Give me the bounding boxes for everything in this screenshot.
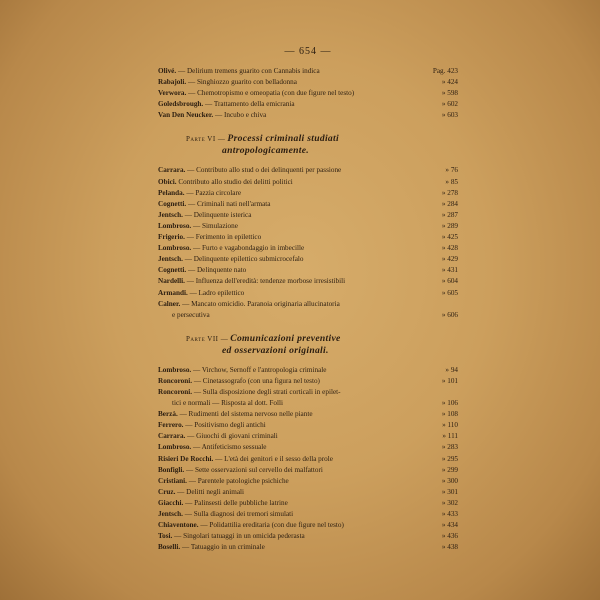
entry-title: — Ladro epilettico: [187, 288, 245, 297]
entry-text: [158, 265, 426, 276]
entry-text: [158, 243, 426, 254]
entry-page: » 94: [445, 365, 458, 374]
entry-title: — Mancato omicidio. Paranoia originaria allucinatoria: [180, 299, 340, 308]
entry-text: [158, 77, 426, 88]
entry-title: — Positivismo degli antichi: [183, 421, 266, 430]
section-title: Comunicazioni preventive: [230, 332, 341, 344]
entry-page: » 301: [441, 487, 458, 496]
entry-title: — Singolari tatuaggi in un omicida pederasta: [172, 532, 305, 541]
entry-group-1: [158, 66, 458, 121]
entry-page: » 605: [441, 288, 458, 297]
entry-text: [158, 531, 426, 542]
index-entry: [158, 66, 458, 77]
entry-author: Pelanda.: [158, 188, 185, 197]
index-entry: [158, 442, 458, 453]
entry-title: — Criminali nati nell'armata: [186, 199, 271, 208]
entry-page: » 433: [441, 510, 458, 518]
entry-title: — Delinquente epilettico submicrocefalo: [182, 255, 304, 264]
entry-title: — Delirium tremens guarito con Cannabis indica: [176, 67, 320, 75]
entry-title: — Singhiozzo guarito con belladonna: [186, 78, 297, 87]
entry-page: » 283: [441, 443, 458, 452]
index-entry: [158, 88, 458, 99]
entry-text: [158, 476, 426, 487]
index-entry: [158, 365, 458, 376]
index-entry: [158, 465, 458, 476]
entry-text: [158, 199, 426, 210]
index-entry: [158, 431, 458, 442]
entry-author: Nardelli.: [158, 277, 185, 286]
entry-page: » 289: [441, 221, 458, 230]
entry-text: [158, 288, 426, 299]
index-entry: [158, 99, 458, 110]
entry-title: — Sulla diagnosi dei tremori simulati: [182, 510, 294, 518]
entry-author: Cognetti.: [158, 199, 187, 208]
section-title-line2: antropologicamente.: [222, 145, 309, 157]
index-entry: [158, 299, 458, 310]
index-entry: [158, 243, 458, 254]
entry-title: — Contributo allo stud o dei delinquenti per passione: [185, 166, 342, 175]
entry-text: [158, 254, 426, 265]
index-entry: [158, 199, 458, 210]
entry-text: [158, 88, 426, 99]
entry-page: [426, 299, 458, 310]
index-entry: [158, 398, 458, 409]
entry-author: Rabajoli.: [158, 78, 187, 87]
entry-group-2: [158, 165, 458, 320]
entry-text: [158, 487, 426, 498]
entry-author: Obici.: [158, 177, 177, 186]
entry-page: » 598: [441, 89, 458, 98]
entry-author: Armandi.: [158, 288, 188, 297]
entry-page: » 604: [441, 277, 458, 286]
entry-text: [158, 454, 426, 465]
entry-text: [158, 66, 426, 77]
entry-title: — Incubo e chiva: [213, 111, 267, 120]
entry-title: Contributo allo studio dei delitti politici: [176, 177, 293, 186]
entry-text: [158, 210, 426, 221]
entry-text: [158, 299, 426, 310]
entry-text: [158, 99, 426, 110]
index-entry: [158, 387, 458, 398]
entry-title: — Palinsesti delle pubbliche latrine: [183, 498, 288, 507]
entry-title: — Simulazione: [191, 221, 238, 230]
entry-title: — Tatuaggio in un criminale: [180, 543, 265, 552]
entry-title: — Chemotropismo e omeopatia (con due figure nel testo): [186, 89, 355, 98]
index-entry: [158, 265, 458, 276]
entry-text: [158, 165, 426, 176]
entry-title: — Delinquente isterica: [182, 210, 252, 219]
entry-text: [158, 110, 426, 121]
entry-author: Tosi.: [158, 532, 173, 541]
entry-author: Van Den Neucker.: [158, 111, 214, 120]
entry-page: » 108: [441, 410, 458, 419]
entry-title: tici e normali — Risposta al dott. Folli: [172, 399, 283, 408]
entry-author: Roncoroni.: [158, 376, 193, 385]
entry-title: — Pazzia circolare: [184, 188, 242, 197]
entry-page: » 101: [441, 376, 458, 385]
entry-author: Ferrero.: [158, 421, 184, 430]
entry-title: — Sette osservazioni sul cervello dei malfattori: [184, 465, 323, 474]
index-entry: [158, 232, 458, 243]
entry-title: e persecutiva: [172, 310, 210, 319]
entry-author: Lombroso.: [158, 365, 192, 374]
entry-page: Pag. 423: [432, 67, 458, 75]
index-entry: [158, 476, 458, 487]
entry-page: » 111: [442, 432, 458, 441]
entry-page: » 300: [441, 476, 458, 485]
entry-page: » 299: [441, 465, 458, 474]
entry-page: » 85: [445, 177, 458, 186]
entry-author: Jentsch.: [158, 255, 183, 264]
entry-page: » 425: [441, 233, 458, 242]
entry-page: » 106: [441, 399, 458, 408]
index-entry: [158, 210, 458, 221]
entry-author: Lombroso.: [158, 443, 192, 452]
entry-author: Berzà.: [158, 410, 178, 419]
entry-text: [158, 420, 426, 431]
entry-text: [158, 177, 426, 188]
entry-text: [158, 365, 426, 376]
section-heading-7: [186, 333, 458, 357]
entry-author: Cruz.: [158, 487, 176, 496]
entry-author: Roncoroni.: [158, 387, 193, 396]
entry-text: [158, 431, 426, 442]
index-entry: [158, 542, 458, 553]
entry-page: » 434: [441, 521, 458, 530]
entry-author: Lombroso.: [158, 221, 192, 230]
entry-title: — Furto e vagabondaggio in imbecille: [191, 244, 305, 253]
entry-author: Jentsch.: [158, 210, 183, 219]
entry-text: [158, 542, 426, 553]
section-title: Processi criminali studiati: [227, 133, 339, 145]
page-number: — 654 —: [284, 46, 332, 57]
entry-text: [158, 442, 426, 453]
index-entry: [158, 276, 458, 287]
entry-page: » 602: [441, 100, 458, 109]
entry-text: [158, 387, 426, 398]
entry-author: Risieri De Rocchi.: [158, 454, 214, 463]
index-entry: [158, 520, 458, 531]
index-entry: [158, 188, 458, 199]
entry-author: Bonfigli.: [158, 465, 185, 474]
entry-page: » 603: [441, 111, 458, 120]
index-entry: [158, 509, 458, 520]
index-entry: [158, 221, 458, 232]
index-entry: [158, 409, 458, 420]
index-entry: [158, 288, 458, 299]
entry-text: [172, 398, 426, 409]
entry-text: [158, 276, 426, 287]
entry-text: [158, 465, 426, 476]
entry-page: » 278: [441, 188, 458, 197]
index-entry: [158, 77, 458, 88]
entry-text: [158, 498, 426, 509]
entry-text: [158, 509, 426, 520]
entry-page: » 429: [441, 255, 458, 264]
index-page: [158, 46, 458, 553]
entry-author: Goledsbrough.: [158, 100, 204, 109]
entry-page: » 438: [441, 543, 458, 552]
entry-title: — Influenza dell'eredità: tendenze morbose irresistibili: [184, 277, 346, 286]
entry-page: » 302: [441, 498, 458, 507]
entry-title: — Parentele patologiche psichiche: [186, 476, 289, 485]
index-entry: [158, 420, 458, 431]
entry-page: » 424: [441, 78, 458, 87]
entry-page: » 295: [441, 454, 458, 463]
entry-title: — Polidattilia ereditaria (con due figure nel testo): [198, 521, 344, 530]
entry-author: Carrara.: [158, 166, 186, 175]
entry-author: Frigerio.: [158, 233, 185, 242]
entry-author: Cognetti.: [158, 266, 187, 275]
index-entry: [158, 531, 458, 542]
index-entry: [158, 498, 458, 509]
entry-author: Giacchi.: [158, 498, 184, 507]
entry-author: Verwora.: [158, 89, 187, 98]
entry-group-3: [158, 365, 458, 554]
entry-text: [172, 310, 426, 321]
entry-page: » 428: [441, 244, 458, 253]
entry-title: — Sulla disposizione degli strati corticali in epilet-: [192, 387, 341, 396]
section-part-label: Parte VII —: [186, 334, 229, 343]
entry-author: Cristiani.: [158, 476, 187, 485]
entry-author: Boselli.: [158, 543, 181, 552]
entry-page: » 110: [442, 421, 458, 430]
entry-page: » 76: [445, 166, 458, 175]
entry-page: » 284: [441, 199, 458, 208]
index-entry: [158, 165, 458, 176]
section-heading-6: [186, 133, 458, 157]
section-part-label: Parte VI —: [186, 135, 226, 144]
index-entry: [158, 110, 458, 121]
entry-author: Lombroso.: [158, 244, 192, 253]
section-title-line2: ed osservazioni originali.: [222, 344, 329, 356]
index-entry: [158, 254, 458, 265]
index-entry: [158, 376, 458, 387]
index-entry: [158, 177, 458, 188]
entry-page: » 436: [441, 532, 458, 541]
entry-page: » 431: [441, 266, 458, 275]
entry-title: — Delinquente nato: [186, 266, 247, 275]
entry-title: — Cinetassografo (con una figura nel testo): [192, 376, 320, 385]
index-entry: [158, 454, 458, 465]
entry-title: — Rudimenti del sistema nervoso nelle piante: [177, 410, 313, 419]
entry-author: Calner.: [158, 299, 181, 308]
entry-title: — L'età dei genitori e il sesso della prole: [213, 454, 333, 463]
entry-title: — Delitti negli animali: [175, 487, 245, 496]
entry-page: [426, 387, 458, 398]
entry-title: — Trattamento della emicrania: [203, 100, 295, 109]
entry-author: Carrara.: [158, 432, 186, 441]
index-entry: [158, 310, 458, 321]
entry-author: Olivé.: [158, 67, 177, 75]
entry-page: » 606: [441, 310, 458, 319]
entry-text: [158, 232, 426, 243]
entry-text: [158, 221, 426, 232]
entry-page: » 287: [441, 210, 458, 219]
entry-title: — Giuochi di giovani criminali: [185, 432, 278, 441]
entry-text: [158, 409, 426, 420]
entry-text: [158, 520, 426, 531]
entry-title: — Antifeticismo sessuale: [191, 443, 267, 452]
entry-author: Chiaventone.: [158, 521, 199, 530]
entry-title: — Virchow, Sernoff e l'antropologia criminale: [191, 365, 327, 374]
entry-author: Jentsch.: [158, 510, 183, 518]
index-entry: [158, 487, 458, 498]
entry-title: — Ferimento in epilettico: [184, 233, 262, 242]
entry-text: [158, 376, 426, 387]
entry-text: [158, 188, 426, 199]
